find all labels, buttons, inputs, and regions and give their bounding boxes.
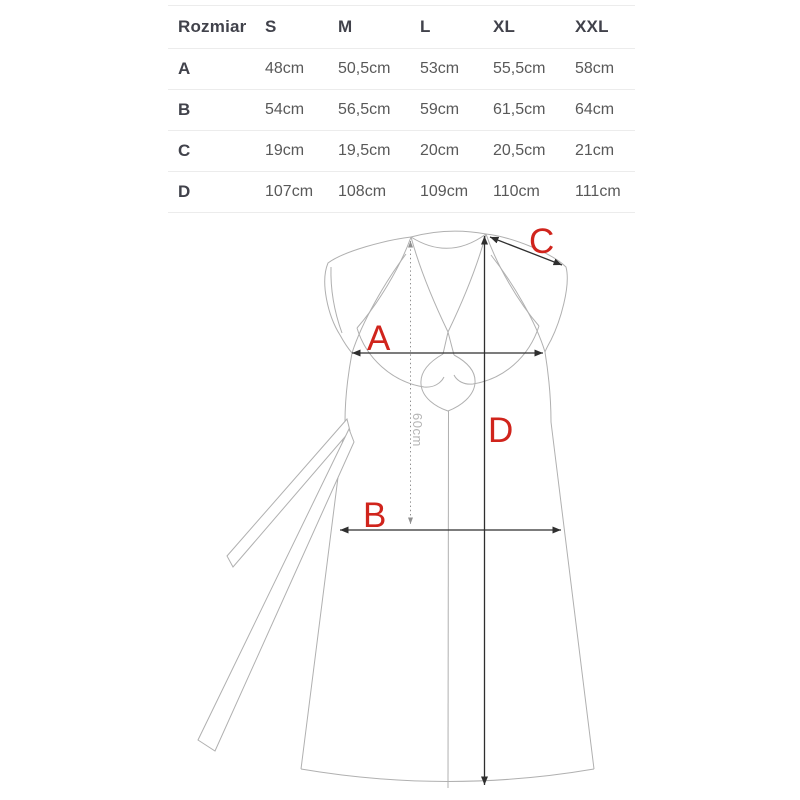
header-size-s: S	[265, 6, 338, 49]
left-lapel-edge	[357, 237, 411, 328]
left-sleeve-fold	[331, 267, 342, 333]
shoulder-top-edge	[411, 231, 486, 237]
table-cell: 109cm	[420, 172, 493, 213]
table-cell: 64cm	[575, 90, 635, 131]
center-front-seam	[448, 411, 449, 788]
header-size-m: M	[338, 6, 420, 49]
row-label-c: C	[168, 131, 265, 172]
row-label-a: A	[168, 49, 265, 90]
neckline-v-right	[448, 234, 486, 332]
waist-tie-long	[198, 429, 354, 751]
center-length-label: 60cm	[410, 413, 425, 447]
table-cell: 48cm	[265, 49, 338, 90]
row-label-b: B	[168, 90, 265, 131]
dress-outline	[198, 231, 594, 788]
back-neck-curve	[411, 234, 486, 248]
header-size-xxl: XXL	[575, 6, 635, 49]
jabot-petal	[421, 354, 475, 411]
table-cell: 19,5cm	[338, 131, 420, 172]
table-cell: 20cm	[420, 131, 493, 172]
table-cell: 54cm	[265, 90, 338, 131]
row-label-d: D	[168, 172, 265, 213]
header-rozmiar: Rozmiar	[168, 6, 265, 49]
table-cell: 110cm	[493, 172, 575, 213]
right-lapel-bottom	[454, 326, 539, 384]
measure-label-b: B	[363, 496, 387, 535]
table-cell: 53cm	[420, 49, 493, 90]
table-cell: 107cm	[265, 172, 338, 213]
table-cell: 21cm	[575, 131, 635, 172]
header-size-l: L	[420, 6, 493, 49]
table-cell: 19cm	[265, 131, 338, 172]
table-cell: 50,5cm	[338, 49, 420, 90]
right-armhole-seam	[491, 255, 545, 352]
hem-curve	[301, 769, 594, 782]
table-cell: 56,5cm	[338, 90, 420, 131]
table-cell: 111cm	[575, 172, 635, 213]
left-side-seam	[301, 353, 352, 769]
jabot-pleat	[443, 332, 454, 355]
table-cell: 108cm	[338, 172, 420, 213]
table-cell: 59cm	[420, 90, 493, 131]
neckline-v-left	[411, 237, 448, 332]
measure-label-c: C	[529, 222, 555, 261]
right-side-seam	[545, 352, 594, 769]
table-cell: 61,5cm	[493, 90, 575, 131]
header-size-xl: XL	[493, 6, 575, 49]
table-cell: 58cm	[575, 49, 635, 90]
table-cell: 20,5cm	[493, 131, 575, 172]
table-cell: 55,5cm	[493, 49, 575, 90]
measure-label-d: D	[488, 411, 514, 450]
measure-label-a: A	[367, 319, 391, 358]
